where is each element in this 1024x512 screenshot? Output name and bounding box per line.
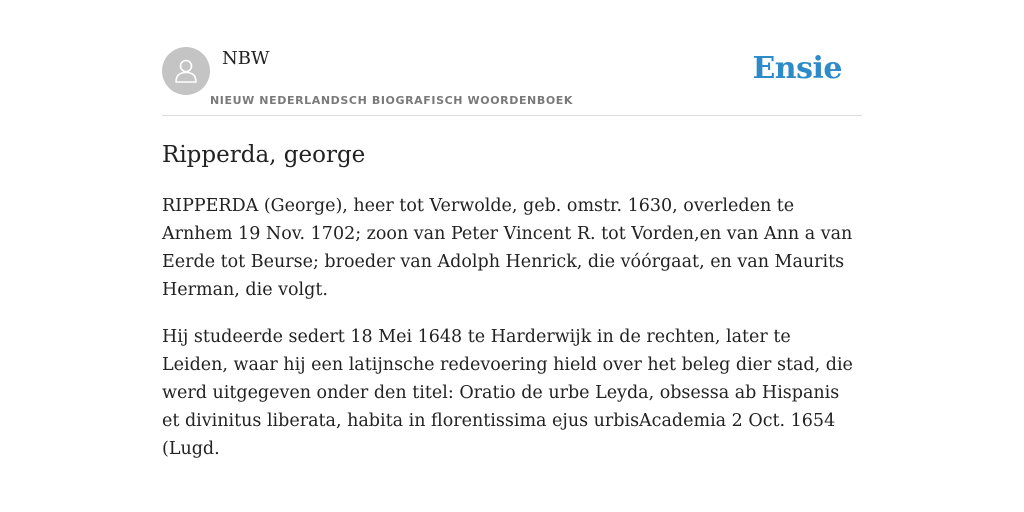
article-body	[162, 192, 862, 482]
user-icon	[171, 56, 201, 86]
source-avatar[interactable]	[162, 47, 210, 95]
ensie-logo[interactable]: Ensie	[752, 51, 842, 86]
source-subtitle: NIEUW NEDERLANDSCH BIOGRAFISCH WOORDENBOEK	[210, 94, 574, 107]
article-title: Ripperda, george	[162, 142, 366, 168]
source-name[interactable]: NBW	[222, 48, 270, 69]
article-paragraph: RIPPERDA (George), heer tot Verwolde, geb. omstr. 1630, overleden te Arnhem 19 Nov. 1702; zoon van Peter Vincent R. tot Vorden,en van Ann a van Eerde tot Beurse; broeder van Adolph Henrick, die vóórgaat, en van Maurits Herman, die volgt.	[162, 196, 853, 300]
article-paragraph: Hij studeerde sedert 18 Mei 1648 te Harderwijk in de rechten, later te Leiden, waar hij een latijnsche redevoering hield over het beleg dier stad, die werd uitgegeven onder den titel: Oratio de urbe Leyda, obsessa ab Hispanis et divinitus liberata, habita in florentissima ejus urbisAcademia 2 Oct. 1654 (Lugd.	[162, 327, 853, 459]
source-header	[162, 46, 862, 116]
